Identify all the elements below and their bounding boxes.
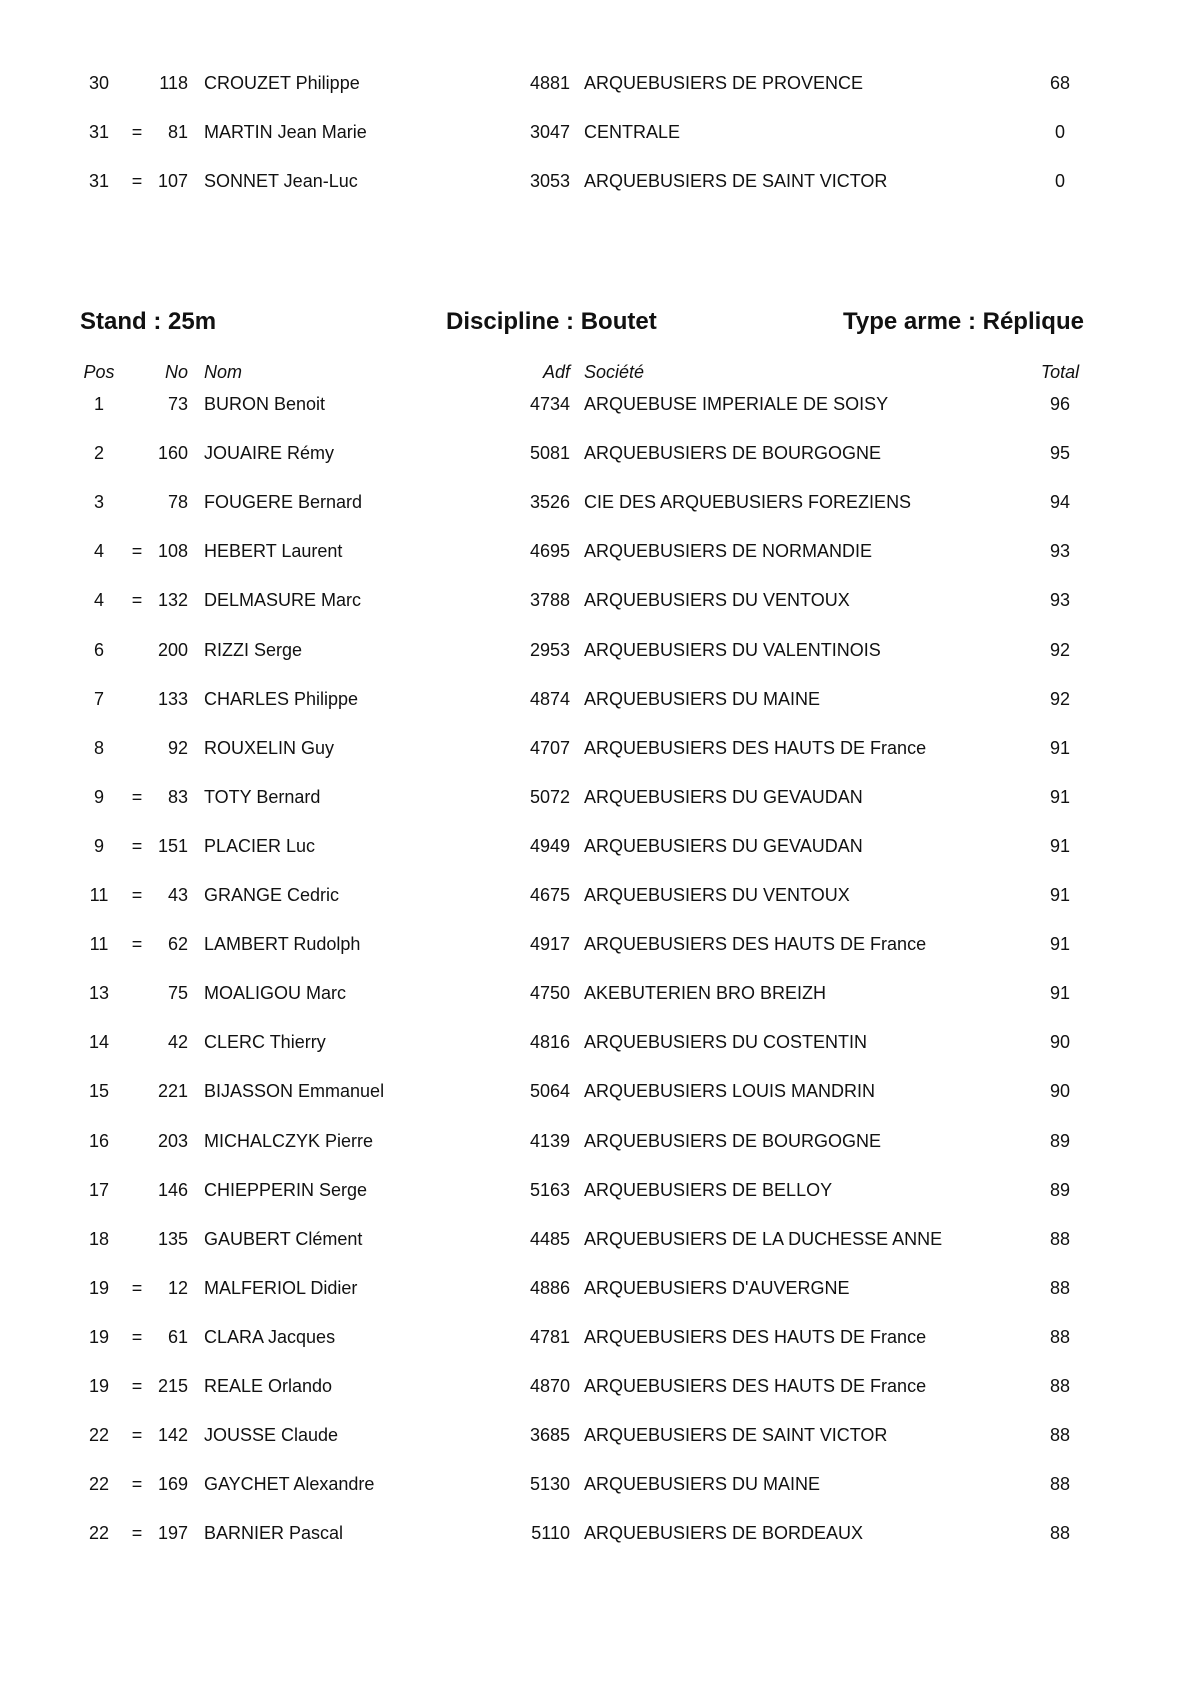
name-cell: CROUZET Philippe bbox=[204, 73, 360, 93]
pos-cell: 2 bbox=[93, 443, 104, 463]
club-cell: ARQUEBUSIERS DU VALENTINOIS bbox=[584, 640, 881, 660]
table-header bbox=[0, 357, 1190, 387]
table-row bbox=[0, 831, 1190, 861]
club-cell: ARQUEBUSIERS DU COSTENTIN bbox=[584, 1032, 868, 1052]
table-row bbox=[0, 880, 1190, 910]
club-cell: ARQUEBUSIERS DES HAUTS DE France bbox=[584, 1376, 927, 1396]
name-cell: HEBERT Laurent bbox=[204, 541, 343, 561]
total-cell: 89 bbox=[1049, 1131, 1071, 1151]
table-row bbox=[0, 782, 1190, 812]
number-cell: 135 bbox=[157, 1229, 188, 1249]
table-row bbox=[0, 389, 1190, 419]
adf-cell: 4781 bbox=[529, 1327, 570, 1347]
tie-mark: = bbox=[131, 1327, 143, 1347]
name-cell: MARTIN Jean Marie bbox=[204, 122, 367, 142]
club-cell: CENTRALE bbox=[584, 122, 681, 142]
total-cell: 88 bbox=[1049, 1523, 1071, 1543]
total-cell: 91 bbox=[1049, 836, 1071, 856]
pos-cell: 14 bbox=[88, 1032, 110, 1052]
club-cell: ARQUEBUSIERS DE NORMANDIE bbox=[584, 541, 873, 561]
club-cell: ARQUEBUSIERS DU GEVAUDAN bbox=[584, 836, 863, 856]
total-cell: 88 bbox=[1049, 1278, 1071, 1298]
name-cell: BURON Benoit bbox=[204, 394, 326, 414]
number-cell: 75 bbox=[167, 983, 188, 1003]
number-cell: 118 bbox=[159, 73, 188, 93]
adf-cell: 4870 bbox=[529, 1376, 570, 1396]
table-row bbox=[0, 585, 1190, 615]
total-cell: 88 bbox=[1049, 1327, 1071, 1347]
club-cell: ARQUEBUSIERS DES HAUTS DE France bbox=[584, 1327, 927, 1347]
club-cell: ARQUEBUSIERS DE BELLOY bbox=[584, 1180, 833, 1200]
total-cell: 95 bbox=[1049, 443, 1071, 463]
total-cell: 90 bbox=[1049, 1032, 1071, 1052]
total-cell: 91 bbox=[1049, 885, 1071, 905]
name-cell: CLARA Jacques bbox=[204, 1327, 336, 1347]
table-row bbox=[0, 1420, 1190, 1450]
adf-cell: 5072 bbox=[529, 787, 570, 807]
name-cell: GAUBERT Clément bbox=[204, 1229, 363, 1249]
total-cell: 93 bbox=[1049, 541, 1071, 561]
club-cell: ARQUEBUSIERS DE BOURGOGNE bbox=[584, 443, 882, 463]
adf-cell: 3047 bbox=[529, 122, 570, 142]
number-cell: 151 bbox=[157, 836, 188, 856]
tie-mark: = bbox=[131, 787, 143, 807]
club-cell: ARQUEBUSIERS DE BOURGOGNE bbox=[584, 1131, 882, 1151]
adf-cell: 4675 bbox=[529, 885, 570, 905]
pos-cell: 31 bbox=[88, 122, 110, 142]
pos-cell: 9 bbox=[93, 787, 104, 807]
number-cell: 42 bbox=[167, 1032, 188, 1052]
adf-cell: 4874 bbox=[529, 689, 570, 709]
number-cell: 197 bbox=[157, 1523, 188, 1543]
name-cell: REALE Orlando bbox=[204, 1376, 333, 1396]
tie-mark: = bbox=[131, 541, 143, 561]
name-cell: CHIEPPERIN Serge bbox=[204, 1180, 368, 1200]
pos-cell: 19 bbox=[88, 1278, 110, 1298]
number-cell: 73 bbox=[167, 394, 188, 414]
pos-cell: 19 bbox=[88, 1327, 110, 1347]
name-cell: MOALIGOU Marc bbox=[204, 983, 347, 1003]
adf-cell: 4816 bbox=[529, 1032, 570, 1052]
total-cell: 68 bbox=[1049, 73, 1071, 93]
table-row bbox=[0, 536, 1190, 566]
adf-cell: 4886 bbox=[529, 1278, 570, 1298]
name-cell: CLERC Thierry bbox=[204, 1032, 326, 1052]
number-cell: 62 bbox=[167, 934, 188, 954]
pos-cell: 8 bbox=[93, 738, 104, 758]
table-row bbox=[0, 1469, 1190, 1499]
pos-cell: 7 bbox=[93, 689, 104, 709]
club-cell: ARQUEBUSIERS DE SAINT VICTOR bbox=[584, 1425, 888, 1445]
number-cell: 215 bbox=[157, 1376, 188, 1396]
name-cell: JOUSSE Claude bbox=[204, 1425, 339, 1445]
number-cell: 108 bbox=[157, 541, 188, 561]
pos-cell: 15 bbox=[88, 1081, 110, 1101]
club-cell: ARQUEBUSIERS DES HAUTS DE France bbox=[584, 934, 927, 954]
total-cell: 89 bbox=[1049, 1180, 1071, 1200]
pos-cell: 6 bbox=[93, 640, 104, 660]
header-no: No bbox=[164, 362, 188, 382]
adf-cell: 4881 bbox=[529, 73, 570, 93]
tie-mark: = bbox=[131, 171, 143, 191]
number-cell: 132 bbox=[157, 590, 188, 610]
tie-mark: = bbox=[131, 590, 143, 610]
pos-cell: 22 bbox=[88, 1425, 110, 1445]
pos-cell: 16 bbox=[88, 1131, 110, 1151]
pos-cell: 4 bbox=[93, 590, 104, 610]
adf-cell: 5081 bbox=[529, 443, 570, 463]
number-cell: 83 bbox=[167, 787, 188, 807]
number-cell: 169 bbox=[157, 1474, 188, 1494]
number-cell: 133 bbox=[157, 689, 188, 709]
header-total: Total bbox=[1040, 362, 1080, 382]
total-cell: 91 bbox=[1049, 787, 1071, 807]
adf-cell: 5110 bbox=[531, 1523, 570, 1543]
table-row bbox=[0, 978, 1190, 1008]
pos-cell: 31 bbox=[88, 171, 110, 191]
adf-cell: 4695 bbox=[529, 541, 570, 561]
name-cell: FOUGERE Bernard bbox=[204, 492, 363, 512]
number-cell: 92 bbox=[167, 738, 188, 758]
total-cell: 88 bbox=[1049, 1376, 1071, 1396]
tie-mark: = bbox=[131, 885, 143, 905]
adf-cell: 4949 bbox=[529, 836, 570, 856]
table-row bbox=[0, 733, 1190, 763]
table-row bbox=[0, 166, 1190, 196]
total-cell: 96 bbox=[1049, 394, 1071, 414]
name-cell: BARNIER Pascal bbox=[204, 1523, 344, 1543]
adf-cell: 4139 bbox=[529, 1131, 570, 1151]
club-cell: ARQUEBUSIERS DE BORDEAUX bbox=[584, 1523, 864, 1543]
total-cell: 0 bbox=[1054, 171, 1065, 191]
pos-cell: 13 bbox=[88, 983, 110, 1003]
number-cell: 12 bbox=[167, 1278, 188, 1298]
total-cell: 92 bbox=[1049, 689, 1071, 709]
total-cell: 94 bbox=[1049, 492, 1071, 512]
pos-cell: 3 bbox=[93, 492, 104, 512]
header-pos: Pos bbox=[83, 362, 115, 382]
pos-cell: 11 bbox=[89, 934, 109, 954]
adf-cell: 4485 bbox=[529, 1229, 570, 1249]
table-row bbox=[0, 1027, 1190, 1057]
table-row bbox=[0, 1076, 1190, 1106]
club-cell: ARQUEBUSIERS DE LA DUCHESSE ANNE bbox=[584, 1229, 943, 1249]
pos-cell: 1 bbox=[93, 394, 104, 414]
club-cell: ARQUEBUSIERS DU GEVAUDAN bbox=[584, 787, 863, 807]
total-cell: 88 bbox=[1049, 1425, 1071, 1445]
number-cell: 107 bbox=[157, 171, 188, 191]
table-row bbox=[0, 929, 1190, 959]
club-cell: ARQUEBUSIERS LOUIS MANDRIN bbox=[584, 1081, 876, 1101]
club-cell: ARQUEBUSIERS DE PROVENCE bbox=[584, 73, 864, 93]
pos-cell: 30 bbox=[88, 73, 110, 93]
table-row bbox=[0, 684, 1190, 714]
total-cell: 91 bbox=[1049, 738, 1071, 758]
adf-cell: 3526 bbox=[529, 492, 570, 512]
total-cell: 92 bbox=[1049, 640, 1071, 660]
name-cell: LAMBERT Rudolph bbox=[204, 934, 361, 954]
club-cell: ARQUEBUSIERS DES HAUTS DE France bbox=[584, 738, 927, 758]
total-cell: 0 bbox=[1054, 122, 1065, 142]
table-row bbox=[0, 1175, 1190, 1205]
name-cell: JOUAIRE Rémy bbox=[204, 443, 335, 463]
adf-cell: 4707 bbox=[529, 738, 570, 758]
number-cell: 43 bbox=[167, 885, 188, 905]
tie-mark: = bbox=[131, 1376, 143, 1396]
number-cell: 200 bbox=[157, 640, 188, 660]
pos-cell: 22 bbox=[88, 1474, 110, 1494]
adf-cell: 5163 bbox=[529, 1180, 570, 1200]
adf-cell: 3788 bbox=[529, 590, 570, 610]
name-cell: MICHALCZYK Pierre bbox=[204, 1131, 374, 1151]
table-row bbox=[0, 1518, 1190, 1548]
table-row bbox=[0, 1126, 1190, 1156]
number-cell: 146 bbox=[157, 1180, 188, 1200]
number-cell: 81 bbox=[167, 122, 188, 142]
tie-mark: = bbox=[131, 836, 143, 856]
pos-cell: 11 bbox=[89, 885, 109, 905]
tie-mark: = bbox=[131, 1523, 143, 1543]
club-cell: ARQUEBUSIERS D'AUVERGNE bbox=[584, 1278, 850, 1298]
adf-cell: 2953 bbox=[529, 640, 570, 660]
adf-cell: 5130 bbox=[529, 1474, 570, 1494]
pos-cell: 17 bbox=[88, 1180, 110, 1200]
table-row bbox=[0, 1224, 1190, 1254]
name-cell: RIZZI Serge bbox=[204, 640, 303, 660]
number-cell: 203 bbox=[157, 1131, 188, 1151]
weapon-type-title: Type arme : Réplique bbox=[843, 308, 1084, 335]
tie-mark: = bbox=[131, 1474, 143, 1494]
name-cell: ROUXELIN Guy bbox=[204, 738, 335, 758]
total-cell: 91 bbox=[1049, 934, 1071, 954]
name-cell: TOTY Bernard bbox=[204, 787, 321, 807]
total-cell: 88 bbox=[1049, 1474, 1071, 1494]
table-row bbox=[0, 1371, 1190, 1401]
adf-cell: 4750 bbox=[529, 983, 570, 1003]
club-cell: AKEBUTERIEN BRO BREIZH bbox=[584, 983, 827, 1003]
club-cell: ARQUEBUSIERS DU MAINE bbox=[584, 1474, 821, 1494]
adf-cell: 4917 bbox=[529, 934, 570, 954]
adf-cell: 4734 bbox=[529, 394, 570, 414]
adf-cell: 3685 bbox=[529, 1425, 570, 1445]
name-cell: BIJASSON Emmanuel bbox=[204, 1081, 385, 1101]
tie-mark: = bbox=[131, 1425, 143, 1445]
tie-mark: = bbox=[131, 122, 143, 142]
pos-cell: 19 bbox=[88, 1376, 110, 1396]
table-row bbox=[0, 1322, 1190, 1352]
pos-cell: 9 bbox=[93, 836, 104, 856]
tie-mark: = bbox=[131, 934, 143, 954]
club-cell: ARQUEBUSIERS DU VENTOUX bbox=[584, 885, 850, 905]
club-cell: ARQUEBUSE IMPERIALE DE SOISY bbox=[584, 394, 889, 414]
number-cell: 78 bbox=[167, 492, 188, 512]
header-adf: Adf bbox=[542, 362, 570, 382]
table-row bbox=[0, 1273, 1190, 1303]
header-nom: Nom bbox=[204, 362, 243, 382]
pos-cell: 4 bbox=[93, 541, 104, 561]
club-cell: ARQUEBUSIERS DE SAINT VICTOR bbox=[584, 171, 888, 191]
tie-mark: = bbox=[131, 1278, 143, 1298]
number-cell: 221 bbox=[157, 1081, 188, 1101]
number-cell: 142 bbox=[157, 1425, 188, 1445]
total-cell: 91 bbox=[1049, 983, 1071, 1003]
club-cell: CIE DES ARQUEBUSIERS FOREZIENS bbox=[584, 492, 912, 512]
number-cell: 160 bbox=[157, 443, 188, 463]
name-cell: GRANGE Cedric bbox=[204, 885, 340, 905]
pos-cell: 22 bbox=[88, 1523, 110, 1543]
number-cell: 61 bbox=[167, 1327, 188, 1347]
adf-cell: 5064 bbox=[529, 1081, 570, 1101]
discipline-title: Discipline : Boutet bbox=[446, 308, 657, 335]
pos-cell: 18 bbox=[88, 1229, 110, 1249]
table-row bbox=[0, 438, 1190, 468]
header-societe: Société bbox=[584, 362, 645, 382]
name-cell: GAYCHET Alexandre bbox=[204, 1474, 375, 1494]
total-cell: 90 bbox=[1049, 1081, 1071, 1101]
table-row bbox=[0, 487, 1190, 517]
table-row bbox=[0, 117, 1190, 147]
name-cell: SONNET Jean-Luc bbox=[204, 171, 358, 191]
name-cell: CHARLES Philippe bbox=[204, 689, 359, 709]
total-cell: 93 bbox=[1049, 590, 1071, 610]
stand-title: Stand : 25m bbox=[80, 308, 217, 335]
table-row bbox=[0, 635, 1190, 665]
total-cell: 88 bbox=[1049, 1229, 1071, 1249]
club-cell: ARQUEBUSIERS DU MAINE bbox=[584, 689, 821, 709]
name-cell: MALFERIOL Didier bbox=[204, 1278, 358, 1298]
adf-cell: 3053 bbox=[529, 171, 570, 191]
name-cell: DELMASURE Marc bbox=[204, 590, 362, 610]
name-cell: PLACIER Luc bbox=[204, 836, 316, 856]
table-row bbox=[0, 68, 1190, 98]
club-cell: ARQUEBUSIERS DU VENTOUX bbox=[584, 590, 850, 610]
